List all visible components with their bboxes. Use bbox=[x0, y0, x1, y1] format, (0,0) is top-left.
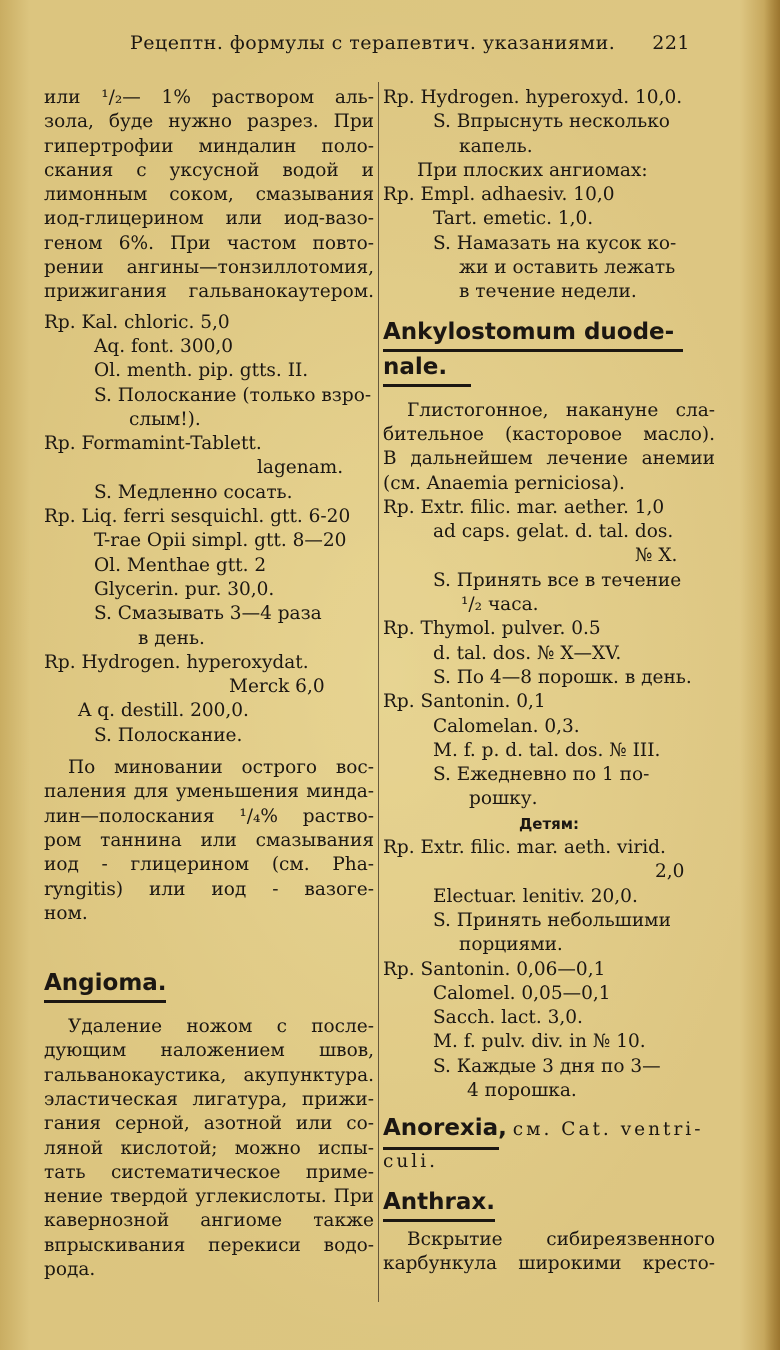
prescription-line: Rp. Extr. filic. mar. aeth. virid. bbox=[383, 837, 666, 859]
prescription-line: S. По 4—8 порошк. в день. bbox=[433, 666, 692, 688]
text-line: Удаление ножом с после- bbox=[68, 1016, 374, 1038]
prescription-line: Tart. emetic. 1,0. bbox=[433, 208, 594, 230]
section-heading-anthrax: Anthrax. bbox=[383, 1188, 495, 1215]
prescription-line: № X. bbox=[635, 545, 678, 567]
left-column bbox=[44, 86, 374, 1282]
cross-reference: см. Cat. ventri- bbox=[512, 1119, 704, 1141]
prescription-line: Glycerin. pur. 30,0. bbox=[94, 578, 275, 600]
prescription-line: S. Смазывать 3—4 раза bbox=[94, 603, 322, 625]
text-line: дующим наложением швов, bbox=[44, 1040, 374, 1062]
text-line: бительное (касторовое масло). bbox=[383, 423, 715, 445]
prescription-line: Rp. Hydrogen. hyperoxydat. bbox=[44, 651, 309, 673]
prescription-line: S. Каждые 3 дня по 3— bbox=[433, 1055, 661, 1077]
text-line: (см. Anaemia perniciosa). bbox=[383, 472, 625, 494]
text-line: нение твердой углекислоты. При bbox=[44, 1186, 374, 1208]
prescription-line: Ol. Menthae gtt. 2 bbox=[94, 554, 267, 576]
text-line: кавернозной ангиоме также bbox=[44, 1210, 374, 1232]
text-line: ляной кислотой; можно испы- bbox=[44, 1137, 374, 1159]
text-line: Глистогонное, накануне сла- bbox=[407, 399, 715, 421]
prescription-line: Rp. Extr. filic. mar. aether. 1,0 bbox=[383, 496, 665, 518]
prescription-line: Calomel. 0,05—0,1 bbox=[433, 982, 611, 1004]
text-line: ром таннина или смазывания bbox=[44, 829, 374, 851]
prescription-line: A q. destill. 200,0. bbox=[78, 700, 249, 722]
prescription-line: слым!). bbox=[129, 408, 201, 430]
prescription-line: d. tal. dos. № X—XV. bbox=[433, 642, 622, 664]
prescription-line: S. Принять все в течение bbox=[433, 569, 682, 591]
prescription-line: жи и оставить лежать bbox=[459, 257, 676, 279]
prescription-line: Rp. Kal. chloric. 5,0 bbox=[44, 311, 230, 333]
prescription-line: в день. bbox=[138, 627, 205, 649]
text-line: рода. bbox=[44, 1259, 96, 1281]
text-line: иод - глицерином (см. Pha- bbox=[44, 854, 374, 876]
prescription-line: M. f. pulv. div. in № 10. bbox=[433, 1031, 646, 1053]
text-line: впрыскивания перекиси водо- bbox=[44, 1234, 374, 1256]
prescription-line: Rp. Hydrogen. hyperoxyd. 10,0. bbox=[383, 87, 683, 108]
prescription-line: Ol. menth. pip. gtts. II. bbox=[94, 360, 309, 382]
text-line: скания с уксусной водой и bbox=[44, 159, 374, 181]
prescription-line: Electuar. lenitiv. 20,0. bbox=[433, 885, 638, 907]
prescription-line: Rp. Santonin. 0,06—0,1 bbox=[383, 958, 606, 980]
section-heading-angioma: Angioma. bbox=[44, 970, 167, 997]
prescription-line: рошку. bbox=[469, 788, 538, 810]
prescription-line: в течение недели. bbox=[459, 281, 637, 303]
text-line: зола, буде нужно разрез. При bbox=[44, 111, 374, 133]
text-line: прижигания гальванокаутером. bbox=[44, 281, 374, 303]
right-column bbox=[383, 86, 715, 1276]
text-line: эластическая лигатура, прижи- bbox=[44, 1088, 374, 1110]
page-edge-shadow bbox=[764, 0, 780, 1350]
prescription-line: Rp. Empl. adhaesiv. 10,0 bbox=[383, 184, 615, 206]
anorexia-entry bbox=[383, 1113, 715, 1145]
prescription-line: S. Медленно сосать. bbox=[94, 481, 293, 503]
prescription-line: При плоских ангиомах: bbox=[417, 159, 648, 181]
text-line: Вскрытие сибиреязвенного bbox=[407, 1228, 715, 1250]
text-line: ном. bbox=[44, 902, 88, 924]
text-line: лимонным соком, смазывания bbox=[44, 184, 374, 206]
section-heading-ankylostomum: Ankylostomum duode- bbox=[383, 318, 675, 345]
prescription-line: 2,0 bbox=[655, 861, 685, 883]
prescription-line: ad caps. gelat. d. tal. dos. bbox=[433, 521, 674, 543]
header-title: Рецептн. формулы с терапевтич. указаниями. bbox=[130, 32, 616, 54]
section-heading-ankylostomum-cont: nale. bbox=[383, 353, 448, 380]
prescription-line: Aq. font. 300,0 bbox=[94, 335, 234, 357]
text-line: паления для уменьшения минда- bbox=[44, 781, 374, 803]
prescription-line: Calomelan. 0,3. bbox=[433, 715, 580, 737]
text-line: иод-глицерином или иод-вазо- bbox=[44, 208, 374, 230]
prescription-line: Rp. Formamint-Tablett. bbox=[44, 433, 262, 455]
column-divider bbox=[378, 82, 379, 1302]
prescription-line: Rp. Liq. ferri sesquichl. gtt. 6-20 bbox=[44, 506, 351, 528]
prescription-line: Sacch. lact. 3,0. bbox=[433, 1007, 583, 1029]
prescription-line: M. f. p. d. tal. dos. № III. bbox=[433, 739, 661, 761]
cross-reference-cont: culi. bbox=[383, 1151, 438, 1173]
prescription-line: lagenam. bbox=[257, 457, 344, 479]
text-line: В дальнейшем лечение анемии bbox=[383, 448, 715, 470]
text-line: или ¹/₂— 1% раствором аль- bbox=[44, 87, 374, 108]
text-line: геном 6%. При частом повто- bbox=[44, 232, 374, 254]
section-heading-anorexia: Anorexia, bbox=[383, 1115, 507, 1142]
prescription-line: капель. bbox=[459, 135, 533, 157]
text-line: лин—полоскания ¹/₄% раство- bbox=[44, 805, 374, 827]
text-line: гипертрофии миндалин поло- bbox=[44, 135, 374, 157]
prescription-line: 4 порошка. bbox=[467, 1079, 577, 1101]
text-line: тать систематическое приме- bbox=[44, 1161, 374, 1183]
prescription-line: ¹/₂ часа. bbox=[461, 594, 539, 616]
subheading-children: Детям: bbox=[518, 814, 580, 833]
prescription-line: порциями. bbox=[459, 934, 563, 956]
text-line: гания серной, азотной или со- bbox=[44, 1113, 374, 1135]
prescription-line: S. Впрыснуть несколько bbox=[433, 111, 670, 133]
text-line: ryngitis) или иод - вазоге- bbox=[44, 878, 374, 900]
running-header bbox=[130, 32, 730, 54]
prescription-line: S. Принять небольшими bbox=[433, 909, 671, 931]
text-line: гальванокаустика, акупунктура. bbox=[44, 1064, 374, 1086]
prescription-line: S. Полоскание. bbox=[94, 724, 243, 746]
prescription-line: Merck 6,0 bbox=[229, 676, 325, 698]
prescription-line: T-rae Opii simpl. gtt. 8—20 bbox=[94, 530, 347, 552]
prescription-line: S. Намазать на кусок ко- bbox=[433, 232, 677, 254]
text-line: карбункула широкими кресто- bbox=[383, 1252, 715, 1274]
page-number: 221 bbox=[652, 32, 690, 54]
prescription-line: S. Полоскание (только взро- bbox=[94, 384, 372, 406]
text-line: По миновании острого вос- bbox=[68, 757, 374, 779]
text-line: рении ангины—тонзиллотомия, bbox=[44, 257, 374, 279]
prescription-line: S. Ежедневно по 1 по- bbox=[433, 764, 650, 786]
prescription-line: Rp. Santonin. 0,1 bbox=[383, 691, 546, 713]
prescription-line: Rp. Thymol. pulver. 0.5 bbox=[383, 618, 601, 640]
